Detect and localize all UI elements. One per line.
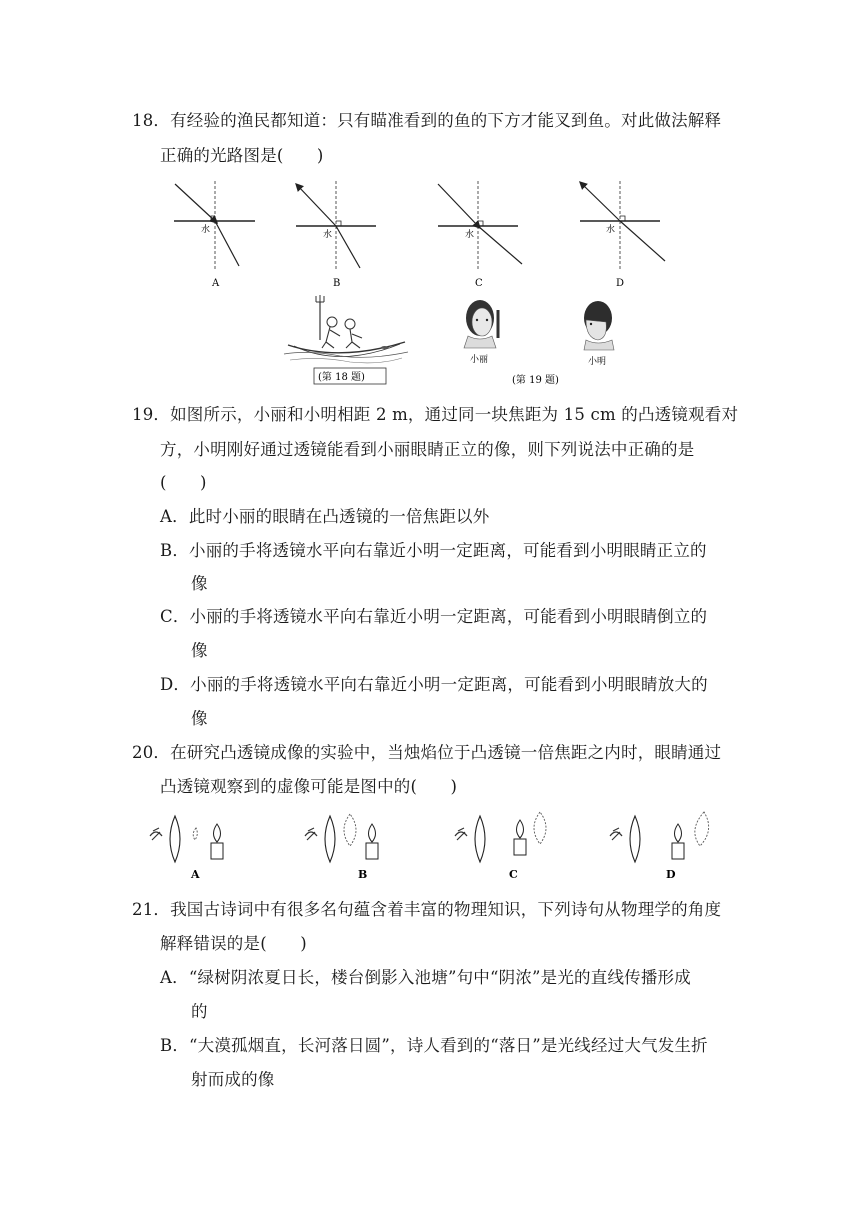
q19-line-2: 方，小明刚好通过透镜能看到小丽眼睛正立的像，则下列说法中正确的是 bbox=[160, 440, 695, 459]
q21-option-b-line-2: 射而成的像 bbox=[191, 1070, 275, 1089]
q18-line-1: 18．有经验的渔民都知道：只有瞄准看到的鱼的下方才能叉到鱼。对此做法解释 bbox=[132, 111, 722, 130]
q20-label-b: B bbox=[358, 868, 368, 881]
q21-option-b-line-1: B．“大漠孤烟直，长河落日圆”，诗人看到的“落日”是光线经过大气发生折 bbox=[160, 1036, 708, 1055]
q18-label-c: C bbox=[475, 278, 483, 289]
q19-option-b-line-1: B．小丽的手将透镜水平向右靠近小明一定距离，可能看到小明眼睛正立的 bbox=[160, 541, 707, 560]
q20-label-d: D bbox=[666, 868, 676, 881]
q18-water-label-b: 水 bbox=[323, 230, 333, 240]
q21-option-a-line-2: 的 bbox=[191, 1002, 208, 1021]
q18-diagram-d bbox=[580, 181, 665, 289]
xiaoming-portrait bbox=[584, 301, 614, 350]
q20-diagram-a bbox=[150, 816, 223, 881]
q18-label-b: B bbox=[333, 278, 341, 289]
q18-water-label-d: 水 bbox=[606, 225, 616, 235]
q21-line-1: 21．我国古诗词中有很多名句蕴含着丰富的物理知识，下列诗句从物理学的角度 bbox=[132, 900, 722, 919]
q18-label-d: D bbox=[616, 278, 625, 289]
eye-icon bbox=[150, 828, 162, 840]
q19-option-b-line-2: 像 bbox=[191, 574, 208, 593]
q20-diagram-d bbox=[610, 812, 709, 881]
xiaoli-portrait bbox=[464, 300, 498, 348]
q18-q19-illustrations bbox=[280, 290, 640, 390]
q18-diagram-a bbox=[174, 181, 255, 289]
q19-line-1: 19．如图所示，小丽和小明相距 2 m，通过同一块焦距为 15 cm 的凸透镜观看对 bbox=[132, 405, 739, 424]
eye-icon bbox=[455, 828, 467, 840]
eye-icon bbox=[610, 828, 622, 840]
q20-line-1: 20．在研究凸透镜成像的实验中，当烛焰位于凸透镜一倍焦距之内时，眼睛通过 bbox=[132, 743, 722, 762]
q18-water-label-c: 水 bbox=[465, 230, 475, 240]
q18-diagram-b bbox=[296, 181, 376, 289]
q19-option-c-line-2: 像 bbox=[191, 641, 208, 660]
q19-option-d-line-2: 像 bbox=[191, 709, 208, 728]
q20-lens-diagrams bbox=[140, 806, 720, 884]
q20-label-c: C bbox=[509, 868, 518, 881]
q18-label-a: A bbox=[212, 278, 220, 289]
q19-caption: (第 19 题) bbox=[512, 375, 559, 386]
q20-diagram-c bbox=[455, 812, 546, 881]
q19-option-c-line-1: C．小丽的手将透镜水平向右靠近小明一定距离，可能看到小明眼睛倒立的 bbox=[160, 607, 708, 626]
q20-label-a: A bbox=[191, 868, 200, 881]
q18-light-path-diagrams bbox=[160, 176, 680, 294]
q19-option-d-line-1: D．小丽的手将透镜水平向右靠近小明一定距离，可能看到小明眼睛放大的 bbox=[160, 675, 708, 694]
q21-option-a-line-1: A．“绿树阴浓夏日长，楼台倒影入池塘”句中“阴浓”是光的直线传播形成 bbox=[160, 968, 691, 987]
q20-diagram-b bbox=[305, 814, 378, 881]
q18-water-label-a: 水 bbox=[201, 225, 211, 235]
q18-diagram-c bbox=[438, 181, 522, 289]
q20-line-2: 凸透镜观察到的虚像可能是图中的( ) bbox=[160, 777, 458, 796]
xiaoming-label: 小明 bbox=[588, 357, 607, 367]
q19-line-3: ( ) bbox=[160, 473, 207, 492]
fisherman-boat-illustration bbox=[284, 295, 408, 363]
q18-line-2: 正确的光路图是( ) bbox=[160, 146, 324, 165]
q19-option-a: A．此时小丽的眼睛在凸透镜的一倍焦距以外 bbox=[160, 507, 490, 526]
q18-caption: (第 18 题) bbox=[318, 372, 365, 383]
xiaoli-label: 小丽 bbox=[470, 355, 489, 365]
q21-line-2: 解释错误的是( ) bbox=[160, 934, 307, 953]
eye-icon bbox=[305, 828, 317, 840]
